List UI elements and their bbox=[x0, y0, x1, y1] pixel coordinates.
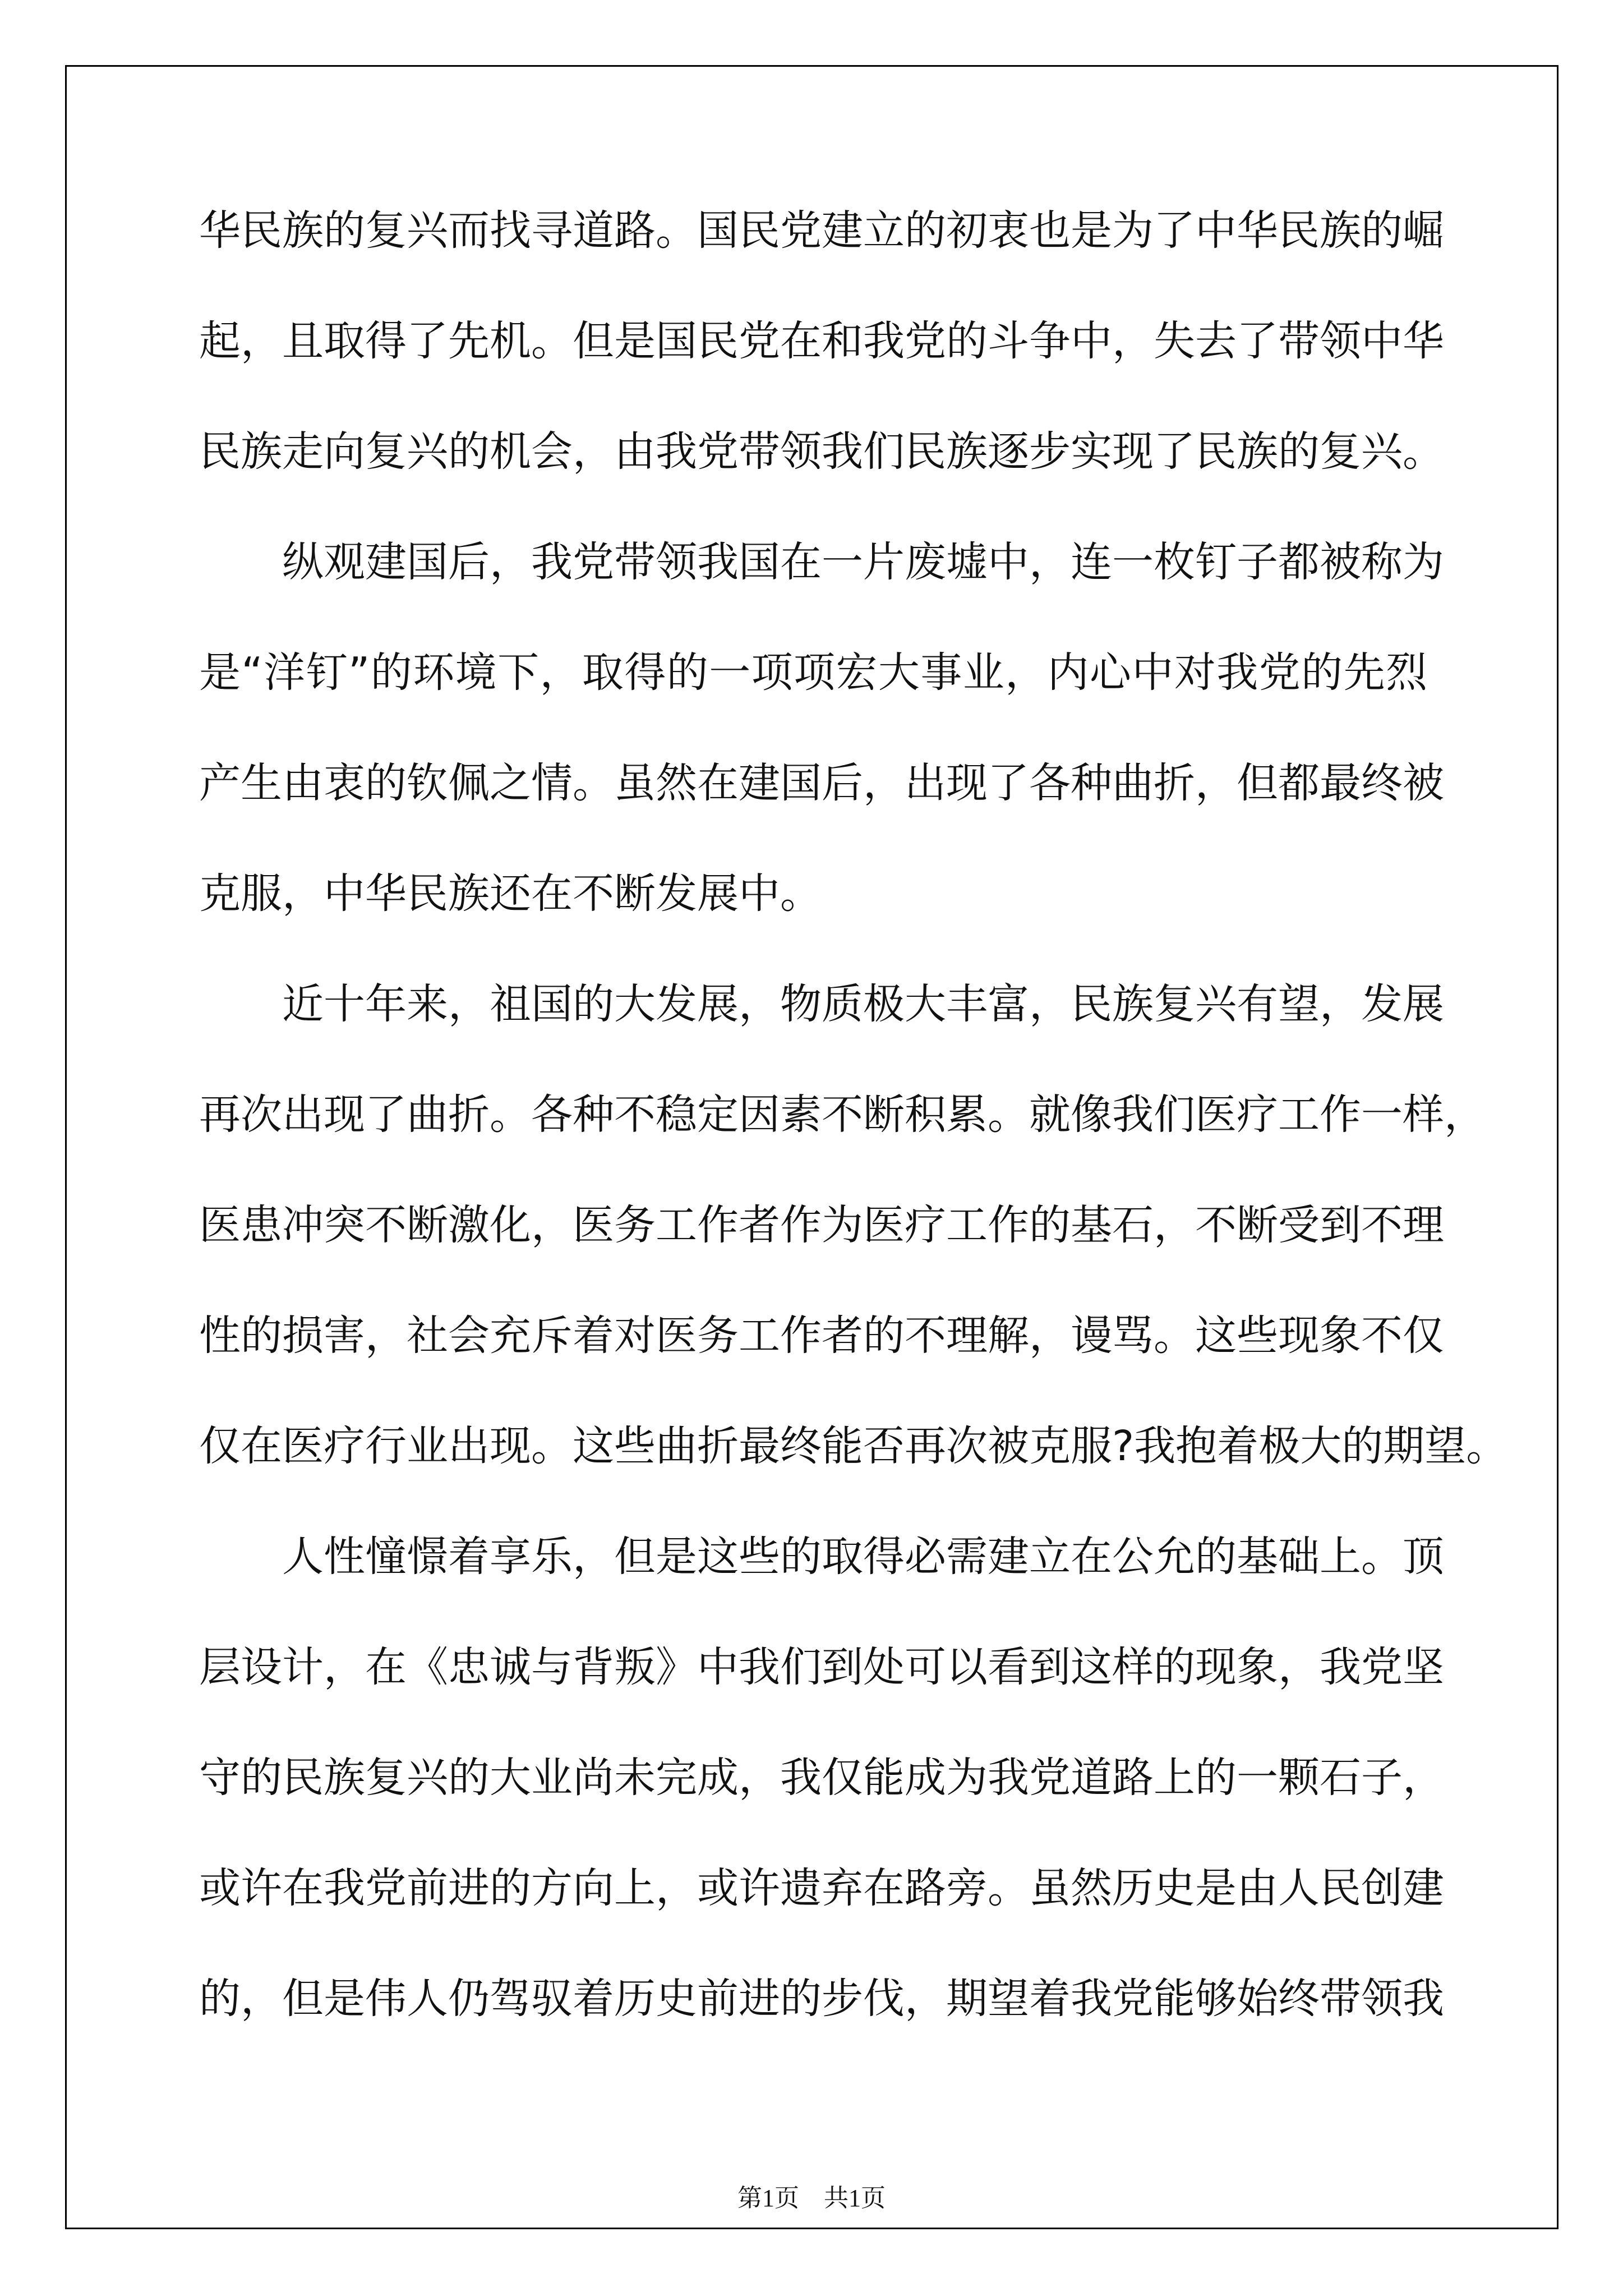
text-line: 起，且取得了先机。但是国民党在和我党的斗争中，失去了带领中华 bbox=[199, 317, 1444, 365]
text-line: 纵观建国后，我党带领我国在一片废墟中，连一枚钉子都被称为 bbox=[282, 538, 1444, 586]
text-line: 医患冲突不断激化，医务工作者作为医疗工作的基石，不断受到不理 bbox=[199, 1201, 1444, 1249]
document-body bbox=[199, 197, 1508, 2076]
text-line: 民族走向复兴的机会，由我党带领我们民族逐步实现了民族的复兴。 bbox=[199, 427, 1444, 476]
text-line: 再次出现了曲折。各种不稳定因素不断积累。就像我们医疗工作一样， bbox=[199, 1091, 1486, 1139]
text-line: 层设计，在《忠诚与背叛》中我们到处可以看到这样的现象，我党坚 bbox=[199, 1643, 1444, 1691]
text-line: 近十年来，祖国的大发展，物质极大丰富，民族复兴有望，发展 bbox=[282, 980, 1444, 1028]
text-line: 的，但是伟人仍驾驭着历史前进的步伐，期望着我党能够始终带领我 bbox=[199, 1975, 1444, 2023]
text-line: 人性憧憬着享乐，但是这些的取得必需建立在公允的基础上。顶 bbox=[282, 1533, 1444, 1581]
text-line: 或许在我党前进的方向上，或许遗弃在路旁。虽然历史是由人民创建 bbox=[199, 1864, 1444, 1912]
text-line: 克服，中华民族还在不断发展中。 bbox=[199, 869, 822, 918]
text-line: 仅在医疗行业出现。这些曲折最终能否再次被克服?我抱着极大的期望。 bbox=[199, 1422, 1508, 1470]
text-line: 产生由衷的钦佩之情。虽然在建国后，出现了各种曲折，但都最终被 bbox=[199, 759, 1444, 807]
text-line: 华民族的复兴而找寻道路。国民党建立的初衷也是为了中华民族的崛 bbox=[199, 206, 1444, 255]
text-line: 守的民族复兴的大业尚未完成，我仅能成为我党道路上的一颗石子， bbox=[199, 1754, 1444, 1802]
text-line: 是“洋钉”的环境下，取得的一项项宏大事业，内心中对我党的先烈 bbox=[199, 648, 1427, 697]
text-line: 性的损害，社会充斥着对医务工作者的不理解，谩骂。这些现象不仅 bbox=[199, 1312, 1444, 1360]
page-number-footer: 第1页 共1页 bbox=[737, 2184, 886, 2212]
